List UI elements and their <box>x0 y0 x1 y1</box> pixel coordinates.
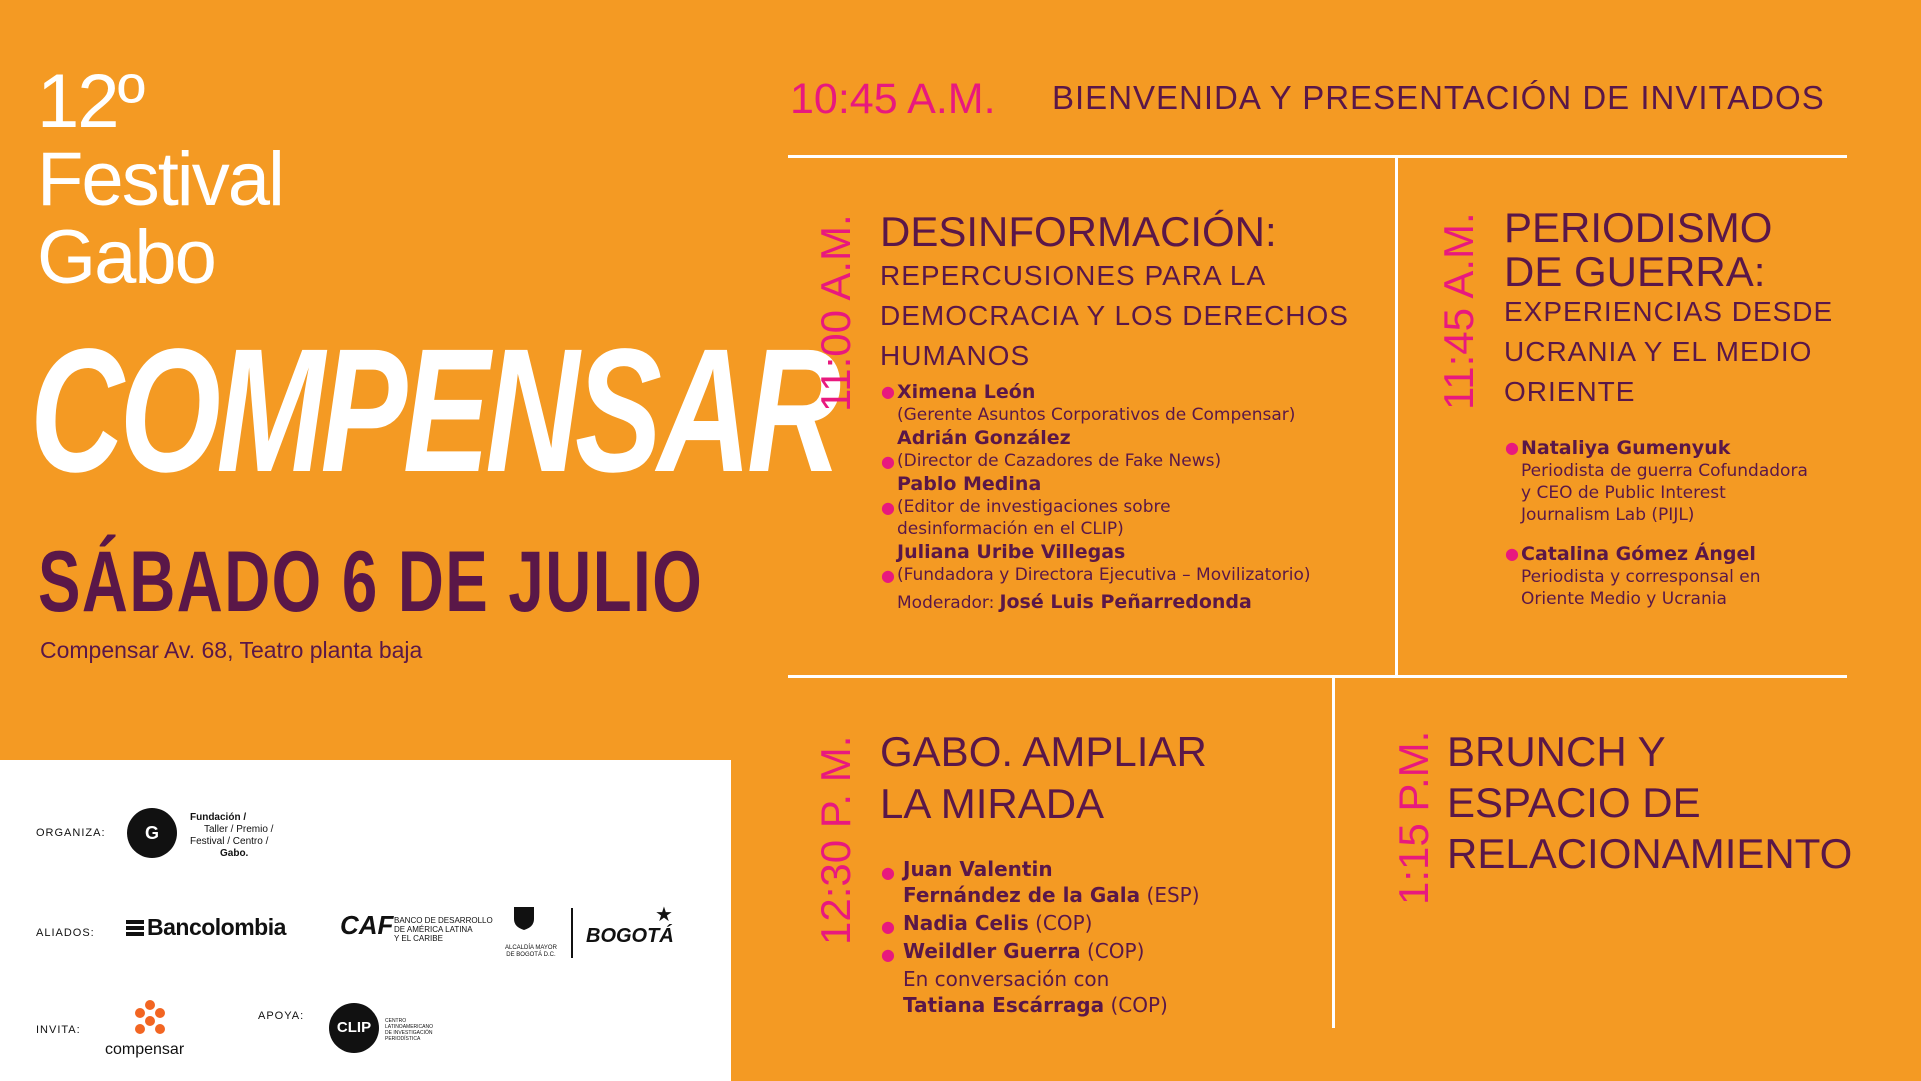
bullet-icon: ● <box>881 452 895 471</box>
bullet-icon: ● <box>881 498 895 517</box>
caf-line1: BANCO DE DESARROLLO <box>394 916 493 925</box>
bancolombia-icon <box>126 916 144 934</box>
session2-title <box>1504 206 1772 294</box>
sponsor-panel <box>0 760 731 1081</box>
session1-subtitle-line2: DEMOCRACIA Y LOS DERECHOS <box>880 300 1349 331</box>
speaker-role: (Editor de investigaciones sobre <box>897 497 1171 517</box>
apoya-label: APOYA: <box>258 1010 305 1022</box>
session1-title: DESINFORMACIÓN: <box>880 208 1277 255</box>
speaker-item <box>881 472 1361 540</box>
clip-line1: CENTRO <box>385 1018 407 1024</box>
brand-title: COMPENSAR <box>30 313 837 509</box>
session4-title-line3: RELACIONAMIENTO <box>1447 830 1853 877</box>
fundacion-line4: Gabo. <box>220 848 249 859</box>
speaker-name: Weildler Guerra <box>903 939 1081 963</box>
event-venue: Compensar Av. 68, Teatro planta baja <box>40 637 423 663</box>
speaker-name-cont: Fernández de la Gala <box>903 883 1141 907</box>
bullet-icon: ● <box>1505 544 1519 563</box>
festival-word: Festival <box>37 137 283 222</box>
alcaldia-line1: ALCALDÍA MAYOR <box>505 945 557 951</box>
speaker-name: Pablo Medina <box>897 473 1042 495</box>
speaker-role: Periodista y corresponsal en <box>1521 567 1761 587</box>
speaker-name: Adrián González <box>897 427 1071 449</box>
compensar-logo-icon <box>133 1000 167 1034</box>
bullet-icon: ● <box>881 566 895 585</box>
speaker-item <box>1505 436 1845 526</box>
bullet-icon: ● <box>881 917 895 936</box>
clip-line2: LATINOAMERICANO <box>385 1024 433 1030</box>
fundacion-logo-text <box>190 812 273 860</box>
clip-logo-icon: CLIP <box>329 1003 379 1053</box>
session2-title-line1: PERIODISMO <box>1504 204 1773 251</box>
speaker-name: Ximena León <box>897 381 1036 403</box>
session2-time: 11:45 A.M. <box>1435 212 1482 410</box>
fundacion-line2: Taller / Premio / <box>204 824 274 835</box>
speaker-role: (Director de Cazadores de Fake News) <box>897 451 1222 471</box>
clip-line4: PERIODÍSTICA <box>385 1036 421 1042</box>
speaker-name: Nadia Celis <box>903 911 1029 935</box>
session2-subtitle-line2: UCRANIA Y EL MEDIO <box>1504 336 1813 367</box>
speaker-name: Nataliya Gumenyuk <box>1521 437 1731 459</box>
speaker-item <box>881 380 1361 426</box>
bancolombia-logo <box>126 914 286 941</box>
speaker-name: Tatiana Escárraga <box>903 993 1105 1017</box>
sponsor-divider <box>571 908 573 958</box>
speaker-role-line3: Journalism Lab (PIJL) <box>1521 505 1695 525</box>
speaker-country: (COP) <box>1028 911 1093 935</box>
speaker-role: Periodista de guerra Cofundadora <box>1521 461 1808 481</box>
bullet-icon: ● <box>881 945 895 964</box>
speaker-role-line2: y CEO de Public Interest <box>1521 483 1726 503</box>
bogota-logo: BOGOTÁ <box>586 925 674 947</box>
moderator <box>881 590 1361 614</box>
speaker-role: (Fundadora y Directora Ejecutiva – Movilizatorio) <box>897 565 1311 585</box>
gabo-logo-icon: G <box>127 808 177 858</box>
session1-time: 11:00 A.M. <box>812 214 859 412</box>
bancolombia-text: Bancolombia <box>147 914 286 940</box>
alcaldia-text <box>505 945 557 959</box>
welcome-title: BIENVENIDA Y PRESENTACIÓN DE INVITADOS <box>1052 79 1825 116</box>
session4-title <box>1447 726 1852 879</box>
session2-speakers <box>1505 436 1845 610</box>
caf-logo: CAF <box>340 910 394 940</box>
moderator-label: Moderador: <box>897 593 995 613</box>
clip-text <box>385 1018 433 1042</box>
speaker-name: Catalina Gómez Ángel <box>1521 543 1756 565</box>
speaker-item <box>881 540 1361 586</box>
caf-text <box>394 916 493 943</box>
speaker-item <box>1505 542 1845 610</box>
invita-label: INVITA: <box>36 1024 81 1036</box>
alcaldia-line2: DE BOGOTÁ D.C. <box>506 952 556 958</box>
speaker-country: (COP) <box>1080 939 1145 963</box>
divider-vertical-lower <box>1332 678 1335 1028</box>
speaker-item <box>881 856 1321 910</box>
session3-speakers <box>881 856 1321 1020</box>
event-date: SÁBADO 6 DE JULIO <box>38 534 704 630</box>
bullet-icon: ● <box>1505 438 1519 457</box>
speaker-role-line2: desinformación en el CLIP) <box>897 519 1124 539</box>
speaker-item <box>881 426 1361 472</box>
divider-vertical-upper <box>1395 158 1398 676</box>
conversation-label: En conversación con <box>903 967 1110 991</box>
speaker-name: Juan Valentin <box>903 857 1053 881</box>
session4-time: 1:15 P.M. <box>1390 730 1437 905</box>
divider-middle <box>788 675 1847 678</box>
caf-line3: Y EL CARIBE <box>394 934 443 943</box>
session2-subtitle-line1: EXPERIENCIAS DESDE <box>1504 296 1834 327</box>
speaker-country: (COP) <box>1104 993 1168 1017</box>
session1-subtitle-line3: HUMANOS <box>880 340 1031 371</box>
session4-title-line1: BRUNCH Y <box>1447 728 1666 775</box>
session2-title-line2: DE GUERRA: <box>1504 248 1766 295</box>
speaker-name-line2 <box>881 882 1321 910</box>
session3-title <box>880 726 1207 830</box>
session1-speakers <box>881 380 1361 614</box>
session4-title-line2: ESPACIO DE <box>1447 779 1701 826</box>
speaker-item <box>881 910 1321 938</box>
compensar-logo-text: compensar <box>105 1041 185 1058</box>
session3-time: 12:30 P. M. <box>812 735 859 945</box>
session1-subtitle <box>880 256 1349 376</box>
fundacion-line3: Festival / Centro / <box>190 836 269 847</box>
welcome-time: 10:45 A.M. <box>790 75 996 123</box>
speaker-role: (Gerente Asuntos Corporativos de Compensar) <box>897 405 1296 425</box>
fundacion-line1: Fundación / <box>190 812 247 823</box>
divider-top <box>788 155 1847 158</box>
aliados-label: ALIADOS: <box>36 927 95 939</box>
festival-gabo: Gabo <box>37 215 215 300</box>
session3-title-line1: GABO. AMPLIAR <box>880 728 1207 775</box>
caf-line2: DE AMÉRICA LATINA <box>394 925 473 934</box>
star-icon: ★ <box>655 902 673 926</box>
speaker-name: Juliana Uribe Villegas <box>897 541 1126 563</box>
festival-edition: 12º <box>37 59 144 144</box>
moderator-name: José Luis Peñarredonda <box>999 591 1252 613</box>
speaker-role-line2: Oriente Medio y Ucrania <box>1521 589 1727 609</box>
session2-subtitle-line3: ORIENTE <box>1504 376 1636 407</box>
session2-subtitle <box>1504 292 1833 412</box>
speaker-country: (ESP) <box>1140 883 1200 907</box>
organiza-label: ORGANIZA: <box>36 827 106 839</box>
bullet-icon: ● <box>881 382 895 401</box>
speaker-item <box>881 938 1321 1020</box>
session3-title-line2: LA MIRADA <box>880 780 1105 827</box>
bullet-icon: ● <box>881 863 895 882</box>
clip-line3: DE INVESTIGACIÓN <box>385 1030 433 1036</box>
session1-subtitle-line1: REPERCUSIONES PARA LA <box>880 260 1267 291</box>
bogota-shield-icon <box>513 905 535 931</box>
